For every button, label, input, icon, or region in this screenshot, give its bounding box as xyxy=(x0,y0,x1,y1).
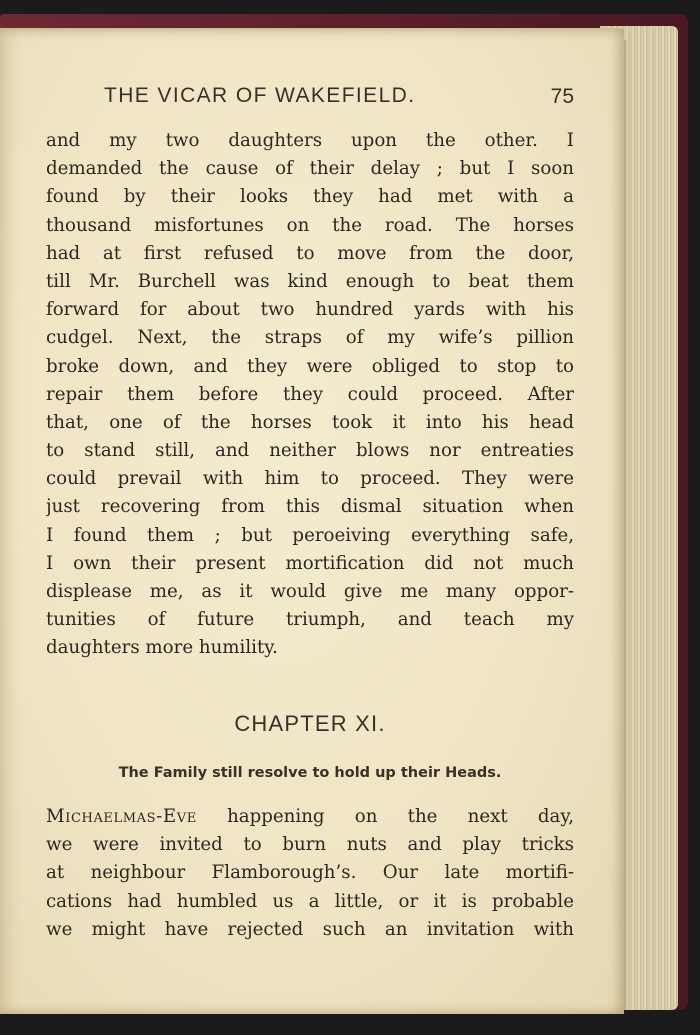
text-line: daughters more humility. xyxy=(46,637,278,659)
text-line: we were invited to burn nuts and play tricks xyxy=(46,834,574,856)
text-line: we might have rejected such an invitation with xyxy=(46,918,574,940)
text-line: I own their present mortification did not much xyxy=(46,552,574,574)
text-line: cudgel. Next, the straps of my wife’s pillion xyxy=(46,327,574,349)
text-line: that, one of the horses took it into his head xyxy=(46,411,574,433)
text-line: forward for about two hundred yards with his xyxy=(46,299,574,321)
text-line: could prevail with him to proceed. They were xyxy=(46,468,574,490)
text-line: tunities of future triumph, and teach my xyxy=(46,609,574,631)
text-line: to stand still, and neither blows nor entreaties xyxy=(46,440,574,462)
text-line-first xyxy=(46,803,574,831)
lead-smallcaps: Michaelmas-Eve xyxy=(46,806,197,827)
text-line: broke down, and they were obliged to stop to xyxy=(46,355,574,377)
text-line: found by their looks they had met with a xyxy=(46,186,574,208)
running-header xyxy=(104,84,574,114)
paragraph-chapter-opening xyxy=(46,803,574,944)
chapter-subtitle: The Family still resolve to hold up their Heads. xyxy=(118,765,502,781)
page-number: 75 xyxy=(550,85,574,108)
first-line-rest: happening on the next day, xyxy=(196,806,574,827)
text-line: just recovering from this dismal situation when xyxy=(46,496,574,518)
text-line: displease me, as it would give me many oppor- xyxy=(46,581,574,602)
text-line: thousand misfortunes on the road. The horses xyxy=(46,214,574,236)
chapter-heading: CHAPTER XI. xyxy=(234,711,386,736)
paragraph-continued xyxy=(46,127,574,663)
running-title: THE VICAR OF WAKEFIELD. xyxy=(104,84,416,107)
text-line: and my two daughters upon the other. I xyxy=(46,130,574,151)
text-line: demanded the cause of their delay ; but I soon xyxy=(46,158,574,180)
book-page xyxy=(0,28,624,1014)
text-line: had at first refused to move from the door, xyxy=(46,242,574,264)
text-line: till Mr. Burchell was kind enough to beat them xyxy=(46,270,574,292)
text-line: cations had humbled us a little, or it is probable xyxy=(46,890,574,912)
text-line: repair them before they could proceed. After xyxy=(46,383,574,405)
text-line: at neighbour Flamborough’s. Our late mortifi- xyxy=(46,862,574,884)
text-line: I found them ; but peroeiving everything safe, xyxy=(46,524,574,546)
